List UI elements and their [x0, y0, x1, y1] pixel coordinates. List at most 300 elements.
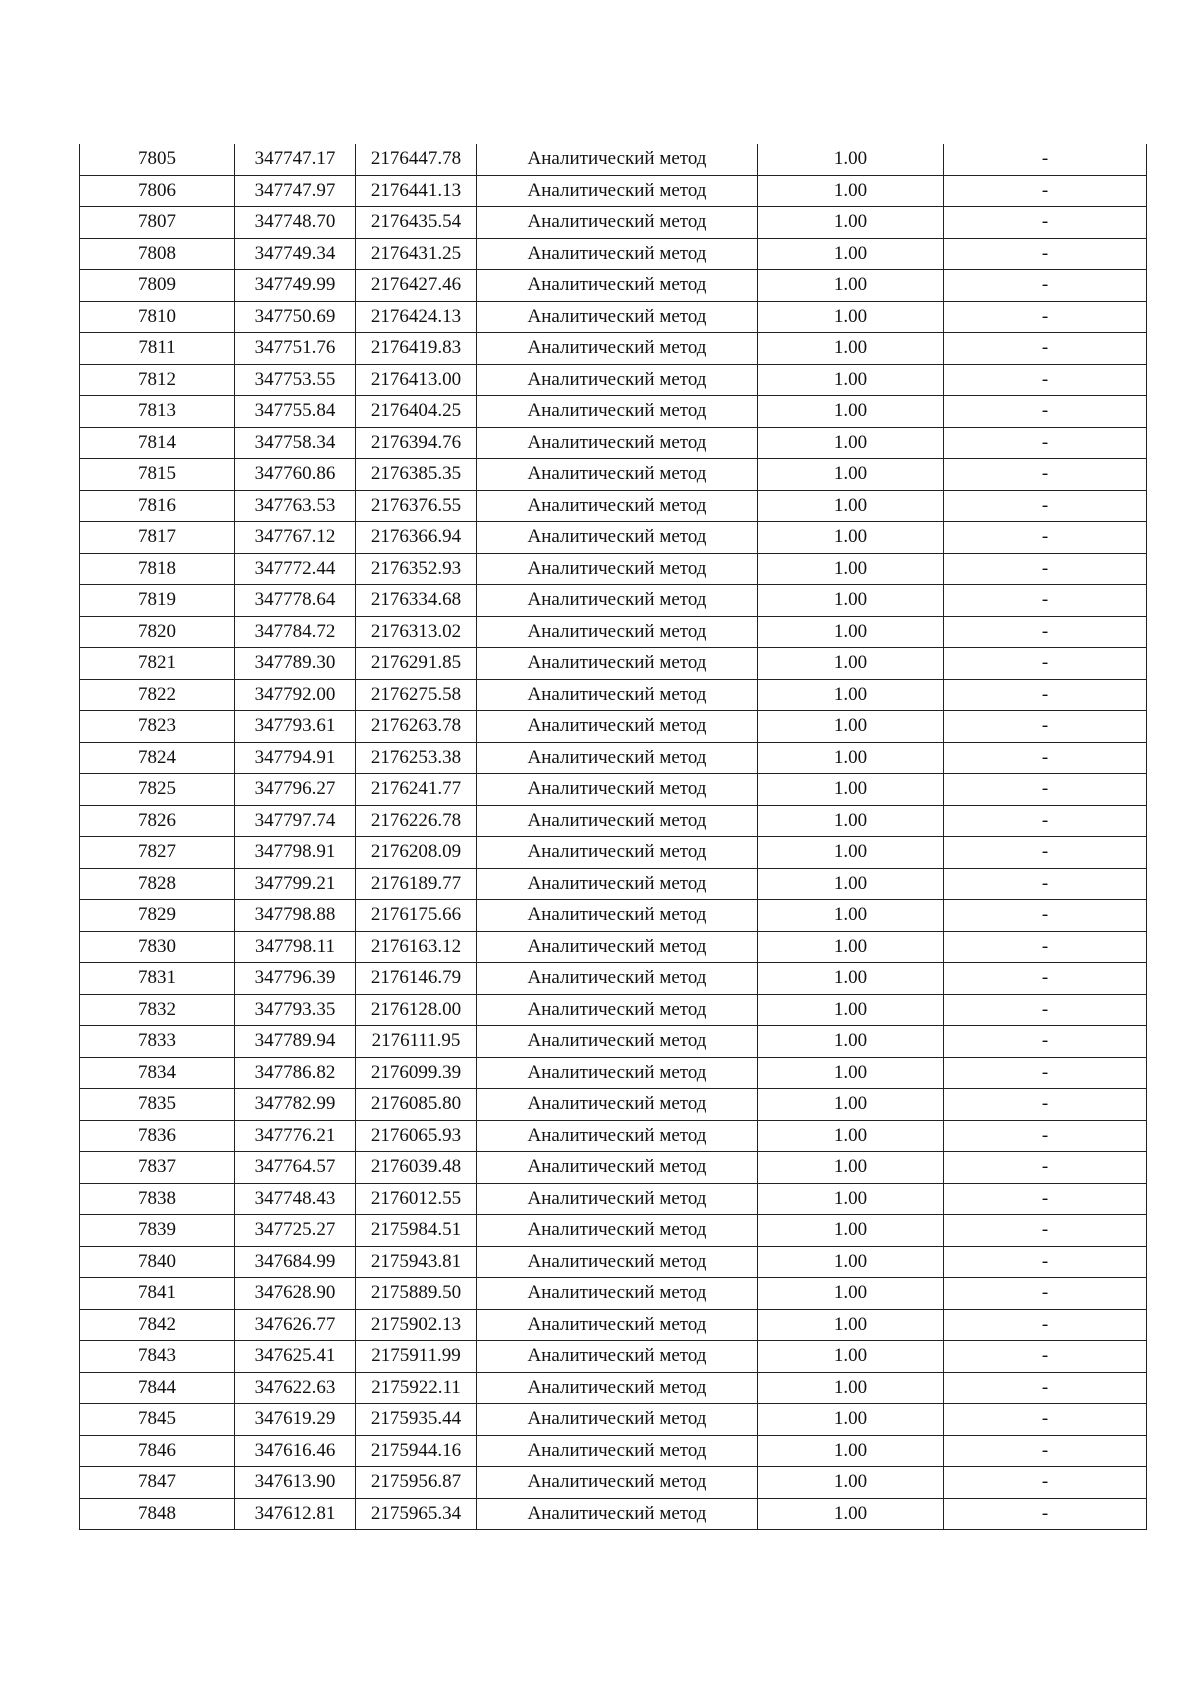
x-coordinate-cell: 347786.82 — [235, 1057, 356, 1089]
table-row — [80, 868, 1147, 900]
note-cell: - — [944, 175, 1147, 207]
point-number-cell: 7840 — [80, 1246, 235, 1278]
point-number-cell: 7825 — [80, 774, 235, 806]
table-row — [80, 1089, 1147, 1121]
x-coordinate-cell: 347626.77 — [235, 1309, 356, 1341]
accuracy-cell: 1.00 — [758, 711, 944, 743]
point-number-cell: 7817 — [80, 522, 235, 554]
table-row — [80, 742, 1147, 774]
table-row — [80, 1183, 1147, 1215]
table-row — [80, 1278, 1147, 1310]
note-cell: - — [944, 1341, 1147, 1373]
note-cell: - — [944, 270, 1147, 302]
accuracy-cell: 1.00 — [758, 1341, 944, 1373]
x-coordinate-cell: 347792.00 — [235, 679, 356, 711]
x-coordinate-cell: 347798.91 — [235, 837, 356, 869]
method-cell: Аналитический метод — [477, 396, 758, 428]
table-row — [80, 553, 1147, 585]
accuracy-cell: 1.00 — [758, 648, 944, 680]
x-coordinate-cell: 347772.44 — [235, 553, 356, 585]
x-coordinate-cell: 347725.27 — [235, 1215, 356, 1247]
point-number-cell: 7812 — [80, 364, 235, 396]
method-cell: Аналитический метод — [477, 1089, 758, 1121]
method-cell: Аналитический метод — [477, 490, 758, 522]
point-number-cell: 7844 — [80, 1372, 235, 1404]
x-coordinate-cell: 347747.17 — [235, 144, 356, 175]
method-cell: Аналитический метод — [477, 1404, 758, 1436]
table-row — [80, 1152, 1147, 1184]
x-coordinate-cell: 347776.21 — [235, 1120, 356, 1152]
accuracy-cell: 1.00 — [758, 301, 944, 333]
point-number-cell: 7822 — [80, 679, 235, 711]
method-cell: Аналитический метод — [477, 616, 758, 648]
method-cell: Аналитический метод — [477, 774, 758, 806]
table-row — [80, 144, 1147, 175]
y-coordinate-cell: 2176313.02 — [356, 616, 477, 648]
y-coordinate-cell: 2176253.38 — [356, 742, 477, 774]
point-number-cell: 7823 — [80, 711, 235, 743]
y-coordinate-cell: 2175956.87 — [356, 1467, 477, 1499]
note-cell: - — [944, 963, 1147, 995]
note-cell: - — [944, 1026, 1147, 1058]
y-coordinate-cell: 2175889.50 — [356, 1278, 477, 1310]
method-cell: Аналитический метод — [477, 207, 758, 239]
point-number-cell: 7836 — [80, 1120, 235, 1152]
note-cell: - — [944, 207, 1147, 239]
note-cell: - — [944, 490, 1147, 522]
table-row — [80, 679, 1147, 711]
method-cell: Аналитический метод — [477, 1372, 758, 1404]
method-cell: Аналитический метод — [477, 522, 758, 554]
table-row — [80, 711, 1147, 743]
table-row — [80, 396, 1147, 428]
method-cell: Аналитический метод — [477, 868, 758, 900]
y-coordinate-cell: 2176099.39 — [356, 1057, 477, 1089]
point-number-cell: 7837 — [80, 1152, 235, 1184]
y-coordinate-cell: 2175935.44 — [356, 1404, 477, 1436]
method-cell: Аналитический метод — [477, 1215, 758, 1247]
table-row — [80, 1467, 1147, 1499]
table-row — [80, 427, 1147, 459]
note-cell: - — [944, 238, 1147, 270]
x-coordinate-cell: 347628.90 — [235, 1278, 356, 1310]
method-cell: Аналитический метод — [477, 1246, 758, 1278]
table-row — [80, 238, 1147, 270]
accuracy-cell: 1.00 — [758, 585, 944, 617]
accuracy-cell: 1.00 — [758, 616, 944, 648]
accuracy-cell: 1.00 — [758, 774, 944, 806]
accuracy-cell: 1.00 — [758, 396, 944, 428]
note-cell: - — [944, 679, 1147, 711]
table-row — [80, 1435, 1147, 1467]
point-number-cell: 7821 — [80, 648, 235, 680]
note-cell: - — [944, 1372, 1147, 1404]
note-cell: - — [944, 522, 1147, 554]
point-number-cell: 7807 — [80, 207, 235, 239]
y-coordinate-cell: 2176128.00 — [356, 994, 477, 1026]
table-row — [80, 1404, 1147, 1436]
point-number-cell: 7834 — [80, 1057, 235, 1089]
table-row — [80, 774, 1147, 806]
x-coordinate-cell: 347784.72 — [235, 616, 356, 648]
method-cell: Аналитический метод — [477, 427, 758, 459]
point-number-cell: 7829 — [80, 900, 235, 932]
y-coordinate-cell: 2175911.99 — [356, 1341, 477, 1373]
table-row — [80, 522, 1147, 554]
accuracy-cell: 1.00 — [758, 868, 944, 900]
table-row — [80, 1498, 1147, 1530]
coordinates-table — [79, 144, 1147, 1530]
x-coordinate-cell: 347782.99 — [235, 1089, 356, 1121]
table-row — [80, 301, 1147, 333]
y-coordinate-cell: 2176175.66 — [356, 900, 477, 932]
method-cell: Аналитический метод — [477, 1026, 758, 1058]
y-coordinate-cell: 2176366.94 — [356, 522, 477, 554]
note-cell: - — [944, 711, 1147, 743]
accuracy-cell: 1.00 — [758, 1183, 944, 1215]
note-cell: - — [944, 1215, 1147, 1247]
method-cell: Аналитический метод — [477, 1309, 758, 1341]
note-cell: - — [944, 553, 1147, 585]
note-cell: - — [944, 616, 1147, 648]
note-cell: - — [944, 1498, 1147, 1530]
x-coordinate-cell: 347767.12 — [235, 522, 356, 554]
method-cell: Аналитический метод — [477, 270, 758, 302]
accuracy-cell: 1.00 — [758, 459, 944, 491]
x-coordinate-cell: 347760.86 — [235, 459, 356, 491]
table-row — [80, 459, 1147, 491]
accuracy-cell: 1.00 — [758, 805, 944, 837]
note-cell: - — [944, 931, 1147, 963]
method-cell: Аналитический метод — [477, 238, 758, 270]
x-coordinate-cell: 347799.21 — [235, 868, 356, 900]
point-number-cell: 7818 — [80, 553, 235, 585]
point-number-cell: 7839 — [80, 1215, 235, 1247]
x-coordinate-cell: 347789.30 — [235, 648, 356, 680]
method-cell: Аналитический метод — [477, 1341, 758, 1373]
point-number-cell: 7826 — [80, 805, 235, 837]
accuracy-cell: 1.00 — [758, 175, 944, 207]
method-cell: Аналитический метод — [477, 679, 758, 711]
accuracy-cell: 1.00 — [758, 1404, 944, 1436]
y-coordinate-cell: 2176012.55 — [356, 1183, 477, 1215]
point-number-cell: 7808 — [80, 238, 235, 270]
y-coordinate-cell: 2176385.35 — [356, 459, 477, 491]
note-cell: - — [944, 459, 1147, 491]
point-number-cell: 7813 — [80, 396, 235, 428]
method-cell: Аналитический метод — [477, 742, 758, 774]
note-cell: - — [944, 1309, 1147, 1341]
y-coordinate-cell: 2175944.16 — [356, 1435, 477, 1467]
accuracy-cell: 1.00 — [758, 900, 944, 932]
method-cell: Аналитический метод — [477, 1120, 758, 1152]
y-coordinate-cell: 2176226.78 — [356, 805, 477, 837]
accuracy-cell: 1.00 — [758, 1215, 944, 1247]
y-coordinate-cell: 2176376.55 — [356, 490, 477, 522]
accuracy-cell: 1.00 — [758, 1467, 944, 1499]
table-row — [80, 175, 1147, 207]
x-coordinate-cell: 347747.97 — [235, 175, 356, 207]
x-coordinate-cell: 347751.76 — [235, 333, 356, 365]
method-cell: Аналитический метод — [477, 459, 758, 491]
table-row — [80, 900, 1147, 932]
note-cell: - — [944, 805, 1147, 837]
accuracy-cell: 1.00 — [758, 1057, 944, 1089]
method-cell: Аналитический метод — [477, 301, 758, 333]
method-cell: Аналитический метод — [477, 144, 758, 175]
method-cell: Аналитический метод — [477, 364, 758, 396]
y-coordinate-cell: 2176441.13 — [356, 175, 477, 207]
point-number-cell: 7831 — [80, 963, 235, 995]
method-cell: Аналитический метод — [477, 900, 758, 932]
table-row — [80, 1246, 1147, 1278]
point-number-cell: 7827 — [80, 837, 235, 869]
x-coordinate-cell: 347748.43 — [235, 1183, 356, 1215]
y-coordinate-cell: 2176413.00 — [356, 364, 477, 396]
table-row — [80, 1057, 1147, 1089]
point-number-cell: 7843 — [80, 1341, 235, 1373]
y-coordinate-cell: 2176111.95 — [356, 1026, 477, 1058]
point-number-cell: 7828 — [80, 868, 235, 900]
note-cell: - — [944, 774, 1147, 806]
method-cell: Аналитический метод — [477, 1183, 758, 1215]
method-cell: Аналитический метод — [477, 553, 758, 585]
x-coordinate-cell: 347748.70 — [235, 207, 356, 239]
note-cell: - — [944, 1152, 1147, 1184]
note-cell: - — [944, 144, 1147, 175]
x-coordinate-cell: 347797.74 — [235, 805, 356, 837]
point-number-cell: 7816 — [80, 490, 235, 522]
x-coordinate-cell: 347793.61 — [235, 711, 356, 743]
x-coordinate-cell: 347749.99 — [235, 270, 356, 302]
point-number-cell: 7815 — [80, 459, 235, 491]
accuracy-cell: 1.00 — [758, 1120, 944, 1152]
y-coordinate-cell: 2176039.48 — [356, 1152, 477, 1184]
accuracy-cell: 1.00 — [758, 522, 944, 554]
x-coordinate-cell: 347616.46 — [235, 1435, 356, 1467]
y-coordinate-cell: 2176404.25 — [356, 396, 477, 428]
table-row — [80, 1341, 1147, 1373]
point-number-cell: 7809 — [80, 270, 235, 302]
method-cell: Аналитический метод — [477, 175, 758, 207]
method-cell: Аналитический метод — [477, 994, 758, 1026]
table-body — [80, 144, 1147, 1530]
method-cell: Аналитический метод — [477, 931, 758, 963]
point-number-cell: 7820 — [80, 616, 235, 648]
accuracy-cell: 1.00 — [758, 270, 944, 302]
note-cell: - — [944, 868, 1147, 900]
note-cell: - — [944, 1089, 1147, 1121]
point-number-cell: 7805 — [80, 144, 235, 175]
accuracy-cell: 1.00 — [758, 427, 944, 459]
x-coordinate-cell: 347613.90 — [235, 1467, 356, 1499]
method-cell: Аналитический метод — [477, 711, 758, 743]
x-coordinate-cell: 347619.29 — [235, 1404, 356, 1436]
point-number-cell: 7819 — [80, 585, 235, 617]
x-coordinate-cell: 347796.39 — [235, 963, 356, 995]
accuracy-cell: 1.00 — [758, 679, 944, 711]
x-coordinate-cell: 347763.53 — [235, 490, 356, 522]
x-coordinate-cell: 347749.34 — [235, 238, 356, 270]
note-cell: - — [944, 1120, 1147, 1152]
point-number-cell: 7845 — [80, 1404, 235, 1436]
accuracy-cell: 1.00 — [758, 1372, 944, 1404]
y-coordinate-cell: 2176065.93 — [356, 1120, 477, 1152]
point-number-cell: 7842 — [80, 1309, 235, 1341]
table-row — [80, 207, 1147, 239]
accuracy-cell: 1.00 — [758, 490, 944, 522]
method-cell: Аналитический метод — [477, 1057, 758, 1089]
note-cell: - — [944, 648, 1147, 680]
y-coordinate-cell: 2176394.76 — [356, 427, 477, 459]
x-coordinate-cell: 347793.35 — [235, 994, 356, 1026]
table-row — [80, 1309, 1147, 1341]
note-cell: - — [944, 1435, 1147, 1467]
point-number-cell: 7814 — [80, 427, 235, 459]
y-coordinate-cell: 2176419.83 — [356, 333, 477, 365]
point-number-cell: 7838 — [80, 1183, 235, 1215]
point-number-cell: 7811 — [80, 333, 235, 365]
note-cell: - — [944, 742, 1147, 774]
accuracy-cell: 1.00 — [758, 994, 944, 1026]
accuracy-cell: 1.00 — [758, 837, 944, 869]
y-coordinate-cell: 2176163.12 — [356, 931, 477, 963]
note-cell: - — [944, 837, 1147, 869]
accuracy-cell: 1.00 — [758, 963, 944, 995]
point-number-cell: 7841 — [80, 1278, 235, 1310]
note-cell: - — [944, 301, 1147, 333]
point-number-cell: 7848 — [80, 1498, 235, 1530]
table-row — [80, 963, 1147, 995]
method-cell: Аналитический метод — [477, 333, 758, 365]
point-number-cell: 7832 — [80, 994, 235, 1026]
y-coordinate-cell: 2175902.13 — [356, 1309, 477, 1341]
point-number-cell: 7830 — [80, 931, 235, 963]
x-coordinate-cell: 347798.88 — [235, 900, 356, 932]
method-cell: Аналитический метод — [477, 1467, 758, 1499]
method-cell: Аналитический метод — [477, 585, 758, 617]
point-number-cell: 7846 — [80, 1435, 235, 1467]
method-cell: Аналитический метод — [477, 1498, 758, 1530]
y-coordinate-cell: 2175943.81 — [356, 1246, 477, 1278]
method-cell: Аналитический метод — [477, 1435, 758, 1467]
y-coordinate-cell: 2176146.79 — [356, 963, 477, 995]
note-cell: - — [944, 1183, 1147, 1215]
accuracy-cell: 1.00 — [758, 238, 944, 270]
y-coordinate-cell: 2176447.78 — [356, 144, 477, 175]
y-coordinate-cell: 2176085.80 — [356, 1089, 477, 1121]
point-number-cell: 7806 — [80, 175, 235, 207]
note-cell: - — [944, 994, 1147, 1026]
accuracy-cell: 1.00 — [758, 1435, 944, 1467]
table-row — [80, 931, 1147, 963]
accuracy-cell: 1.00 — [758, 1309, 944, 1341]
x-coordinate-cell: 347755.84 — [235, 396, 356, 428]
accuracy-cell: 1.00 — [758, 207, 944, 239]
y-coordinate-cell: 2176427.46 — [356, 270, 477, 302]
x-coordinate-cell: 347796.27 — [235, 774, 356, 806]
accuracy-cell: 1.00 — [758, 1246, 944, 1278]
table-row — [80, 333, 1147, 365]
note-cell: - — [944, 427, 1147, 459]
y-coordinate-cell: 2176263.78 — [356, 711, 477, 743]
note-cell: - — [944, 1278, 1147, 1310]
y-coordinate-cell: 2176208.09 — [356, 837, 477, 869]
table-row — [80, 1026, 1147, 1058]
method-cell: Аналитический метод — [477, 648, 758, 680]
y-coordinate-cell: 2176275.58 — [356, 679, 477, 711]
x-coordinate-cell: 347794.91 — [235, 742, 356, 774]
accuracy-cell: 1.00 — [758, 553, 944, 585]
note-cell: - — [944, 1467, 1147, 1499]
y-coordinate-cell: 2176334.68 — [356, 585, 477, 617]
y-coordinate-cell: 2175965.34 — [356, 1498, 477, 1530]
x-coordinate-cell: 347753.55 — [235, 364, 356, 396]
note-cell: - — [944, 333, 1147, 365]
table-row — [80, 1120, 1147, 1152]
x-coordinate-cell: 347798.11 — [235, 931, 356, 963]
accuracy-cell: 1.00 — [758, 364, 944, 396]
x-coordinate-cell: 347778.64 — [235, 585, 356, 617]
y-coordinate-cell: 2176435.54 — [356, 207, 477, 239]
point-number-cell: 7824 — [80, 742, 235, 774]
method-cell: Аналитический метод — [477, 1152, 758, 1184]
note-cell: - — [944, 396, 1147, 428]
x-coordinate-cell: 347612.81 — [235, 1498, 356, 1530]
method-cell: Аналитический метод — [477, 1278, 758, 1310]
accuracy-cell: 1.00 — [758, 1089, 944, 1121]
note-cell: - — [944, 900, 1147, 932]
table-row — [80, 585, 1147, 617]
x-coordinate-cell: 347789.94 — [235, 1026, 356, 1058]
accuracy-cell: 1.00 — [758, 1026, 944, 1058]
table-row — [80, 490, 1147, 522]
note-cell: - — [944, 1246, 1147, 1278]
y-coordinate-cell: 2176291.85 — [356, 648, 477, 680]
point-number-cell: 7810 — [80, 301, 235, 333]
y-coordinate-cell: 2176431.25 — [356, 238, 477, 270]
table-row — [80, 270, 1147, 302]
x-coordinate-cell: 347622.63 — [235, 1372, 356, 1404]
x-coordinate-cell: 347625.41 — [235, 1341, 356, 1373]
table-row — [80, 648, 1147, 680]
accuracy-cell: 1.00 — [758, 1152, 944, 1184]
method-cell: Аналитический метод — [477, 963, 758, 995]
accuracy-cell: 1.00 — [758, 333, 944, 365]
table-row — [80, 805, 1147, 837]
accuracy-cell: 1.00 — [758, 144, 944, 175]
table-row — [80, 364, 1147, 396]
point-number-cell: 7847 — [80, 1467, 235, 1499]
accuracy-cell: 1.00 — [758, 1498, 944, 1530]
y-coordinate-cell: 2175984.51 — [356, 1215, 477, 1247]
table-row — [80, 1215, 1147, 1247]
table-row — [80, 994, 1147, 1026]
note-cell: - — [944, 585, 1147, 617]
method-cell: Аналитический метод — [477, 837, 758, 869]
y-coordinate-cell: 2176424.13 — [356, 301, 477, 333]
point-number-cell: 7835 — [80, 1089, 235, 1121]
x-coordinate-cell: 347758.34 — [235, 427, 356, 459]
x-coordinate-cell: 347684.99 — [235, 1246, 356, 1278]
table-row — [80, 1372, 1147, 1404]
note-cell: - — [944, 364, 1147, 396]
table-row — [80, 837, 1147, 869]
x-coordinate-cell: 347764.57 — [235, 1152, 356, 1184]
x-coordinate-cell: 347750.69 — [235, 301, 356, 333]
note-cell: - — [944, 1404, 1147, 1436]
y-coordinate-cell: 2176241.77 — [356, 774, 477, 806]
